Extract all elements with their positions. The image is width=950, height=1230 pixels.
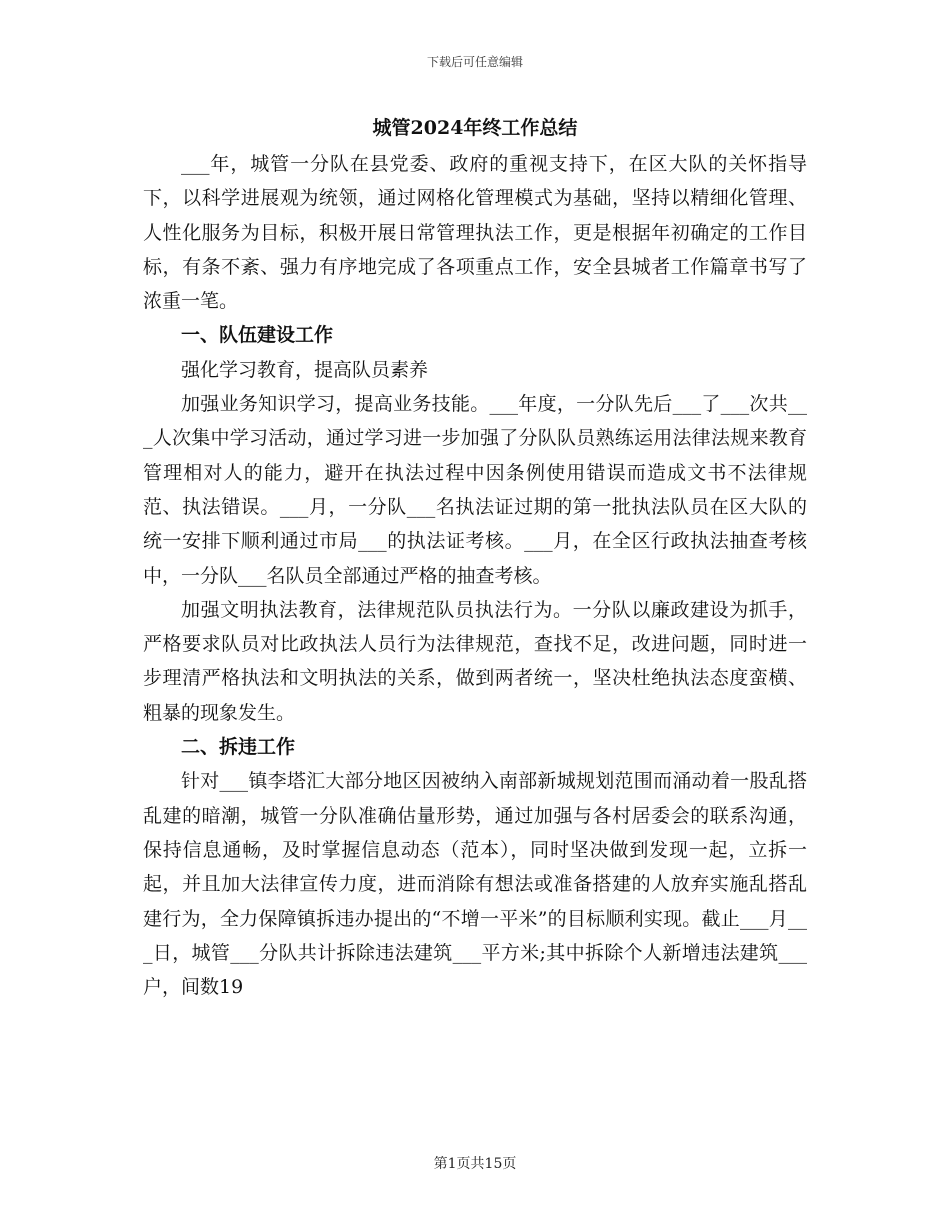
section-heading: 二、拆违工作 xyxy=(181,736,296,759)
page-number-footer: 第1页共15页 xyxy=(433,1156,517,1172)
document-body xyxy=(143,147,807,1004)
section-heading: 一、队伍建设工作 xyxy=(181,324,334,347)
document-title: 城管2024年终工作总结 xyxy=(372,117,578,139)
body-paragraph: 加强文明执法教育，法律规范队员执法行为。一分队以廉政建设为抓手，严格要求队员对比政执法人员行为法律规范，查找不足，改进问题，同时进一步理清严格执法和文明执法的关系，做到两者统一，坚决杜绝执法态度蛮横、粗暴的现象发生。 xyxy=(143,598,807,724)
subsection-paragraph: 强化学习教育，提高队员素养 xyxy=(181,358,429,381)
body-paragraph: 针对___镇李塔汇大部分地区因被纳入南部新城规划范围而涌动着一股乱搭乱建的暗潮，城管一分队准确估量形势，通过加强与各村居委会的联系沟通，保持信息通畅，及时掌握信息动态（范本），同时坚决做到发现一起，立拆一起，并且加大法律宣传力度，进而消除有想法或准备搭建的人放弃实施乱搭乱建行为，全力保障镇拆违办提出的“不增一平米”的目标顺利实现。截止___月___日，城管___分队共计拆除违法建筑___平方米;其中拆除个人新增违法建筑___户，间数19 xyxy=(143,770,807,999)
page-header-note: 下载后可任意编辑 xyxy=(426,55,523,69)
body-paragraph: 加强业务知识学习，提高业务技能。___年度，一分队先后___了___次共___人次集中学习活动，通过学习进一步加强了分队队员熟练运用法律法规来教育管理相对人的能力，避开在执法过程中因条例使用错误而造成文书不法律规范、执法错误。___月，一分队___名执法证过期的第一批执法队员在区大队的统一安排下顺利通过市局___的执法证考核。___月，在全区行政执法抽查考核中，一分队___名队员全部通过严格的抽查考核。 xyxy=(143,393,807,587)
body-paragraph: ___年，城管一分队在县党委、政府的重视支持下，在区大队的关怀指导下，以科学进展观为统领，通过网格化管理模式为基础，坚持以精细化管理、人性化服务为目标，积极开展日常管理执法工作，更是根据年初确定的工作目标，有条不紊、强力有序地完成了各项重点工作，安全县城者工作篇章书写了浓重一笔。 xyxy=(143,153,807,313)
